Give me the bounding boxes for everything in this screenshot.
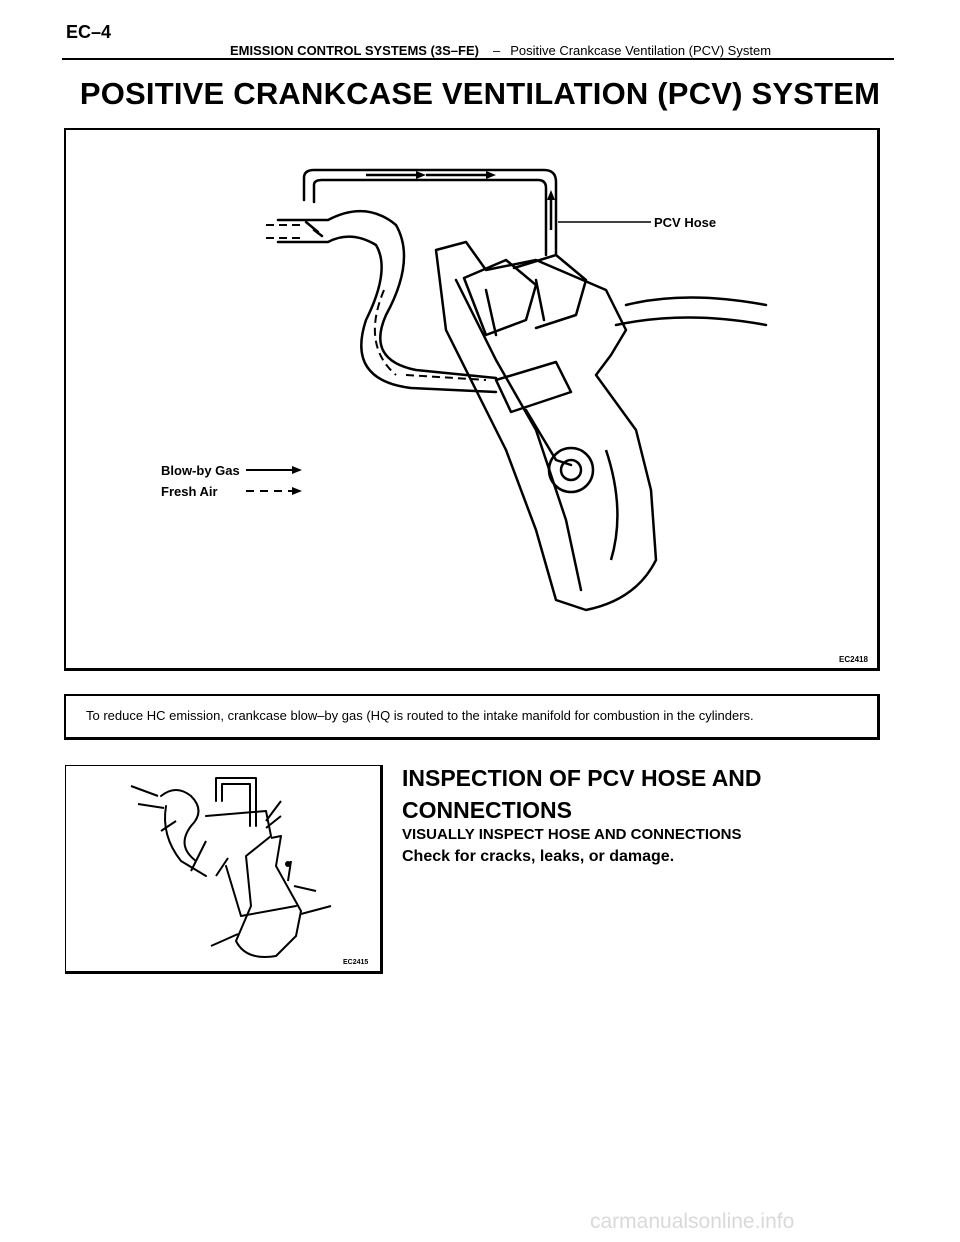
inspection-title: INSPECTION OF PCV HOSE AND CONNECTIONS	[402, 765, 762, 823]
section-header	[230, 43, 771, 58]
pcv-diagram-drawing	[66, 130, 877, 668]
header-separator: –	[492, 43, 501, 58]
inspection-diagram	[65, 765, 383, 974]
header-rule	[62, 58, 894, 60]
inspection-step: VISUALLY INSPECT HOSE AND CONNECTIONS	[402, 826, 742, 843]
section-title: EMISSION CONTROL SYSTEMS (3S–FE)	[230, 43, 479, 58]
main-figure-code: EC2418	[839, 655, 868, 664]
legend-blowby-label: Blow-by Gas	[161, 463, 240, 478]
watermark: carmanualsonline.info	[590, 1210, 795, 1233]
inspection-drawing	[66, 766, 380, 971]
legend-blowby-arrow	[292, 466, 302, 474]
page-number: EC–4	[66, 22, 112, 42]
page-title: POSITIVE CRANKCASE VENTILATION (PCV) SYSTEM	[79, 76, 881, 111]
legend-fresh-air-label: Fresh Air	[161, 484, 218, 499]
caption-text: To reduce HC emission, crankcase blow–by gas (HQ is routed to the intake manifold for combustion in the cylinders.	[86, 708, 754, 723]
pcv-hose-label: PCV Hose	[654, 215, 717, 230]
pcv-system-diagram	[64, 128, 880, 671]
subsection-title: Positive Crankcase Ventilation (PCV) System	[510, 43, 772, 58]
inspection-figure-code: EC2415	[343, 959, 369, 966]
inspection-description: Check for cracks, leaks, or damage.	[402, 848, 675, 865]
legend-fresh-air-arrow	[292, 487, 302, 495]
caption-box	[64, 694, 880, 740]
